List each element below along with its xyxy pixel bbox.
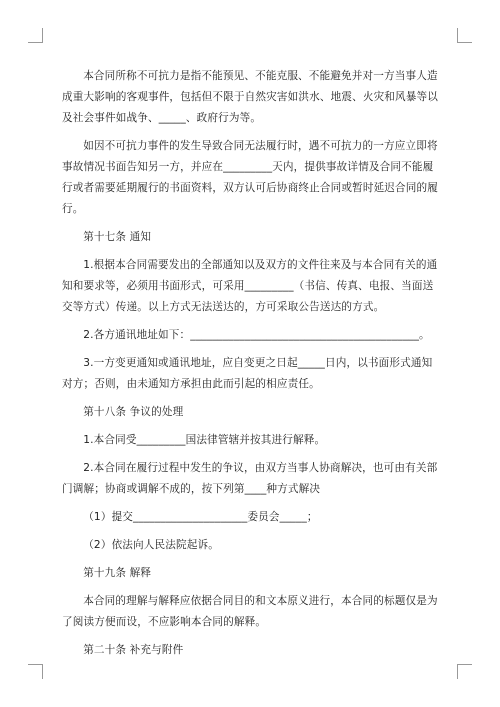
crop-mark-top-right: [457, 28, 472, 43]
article-20-heading: 第二十条 补充与附件: [83, 644, 184, 656]
notice-clause-1: 1.根据本合同需要发出的全部通知以及双方的文件往来及与本合同有关的通知和要求等，必须用书面形式，可采用_________（书信、传真、电报、当面送交等方式）传递。以上方式无法送达的，方可采取公告送达的方式。: [62, 259, 438, 313]
dispute-option-1: （1）提交_____________________委员会_____；: [83, 511, 318, 523]
force-majeure-definition: 本合同所称不可抗力是指不能预见、不能克服、不能避免并对一方当事人造成重大影响的客观事件，包括但不限于自然灾害如洪水、地震、火灾和风暴等以及社会事件如战争、_____、政府行为等。: [62, 70, 439, 124]
document-body: [62, 66, 440, 668]
dispute-option-2: （2）依法向人民法院起诉。: [83, 539, 220, 551]
crop-mark-bottom-left: [28, 664, 43, 679]
crop-mark-top-left: [28, 28, 43, 43]
notice-clause-2: 2.各方通讯地址如下：__________________________________________。: [83, 329, 430, 341]
dispute-clause-2: 2.本合同在履行过程中发生的争议，由双方当事人协商解决，也可由有关部门调解；协商或调解不成的，按下列第____种方式解决: [62, 462, 438, 495]
article-17-heading: 第十七条 通知: [83, 231, 152, 243]
crop-mark-bottom-right: [457, 664, 472, 679]
article-18-heading: 第十八条 争议的处理: [83, 406, 184, 418]
article-19-heading: 第十九条 解释: [83, 567, 152, 579]
force-majeure-notice: 如因不可抗力事件的发生导致合同无法履行时，遇不可抗力的一方应立即将事故情况书面告知另一方，并应在_________天内，提供事故详情及合同不能履行或者需要延期履行的书面资料，双方认可后协商终止合同或暂时延迟合同的履行。: [62, 140, 439, 215]
interpretation-clause: 本合同的理解与解释应依据合同目的和文本原义进行，本合同的标题仅是为了阅读方便而设，不应影响本合同的解释。: [62, 595, 438, 628]
notice-clause-3: 3.一方变更通知或通讯地址，应自变更之日起_____日内，以书面形式通知对方；否则，由未通知方承担由此而引起的相应责任。: [62, 357, 433, 390]
dispute-clause-1: 1.本合同受_________国法律管辖并按其进行解释。: [83, 434, 326, 446]
